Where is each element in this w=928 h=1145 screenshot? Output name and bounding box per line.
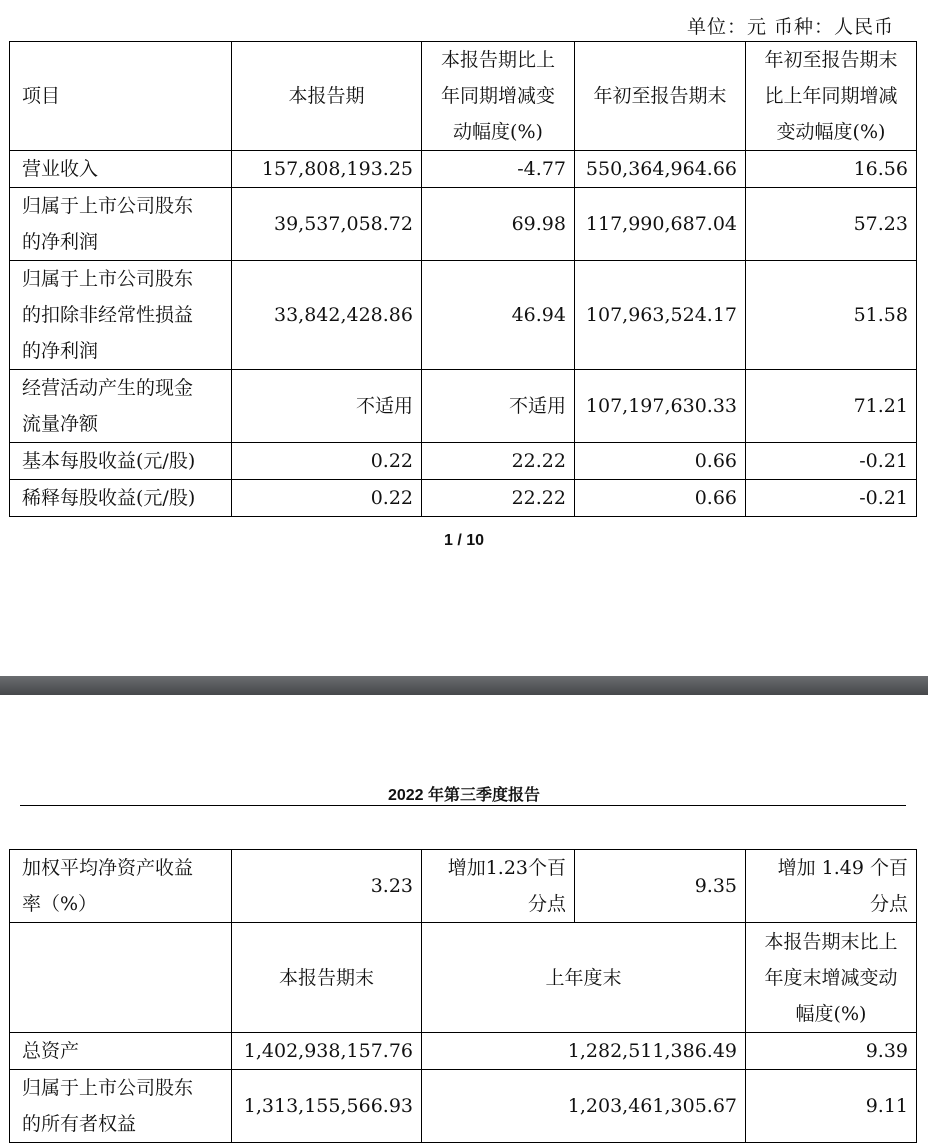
header-current-period: 本报告期 [232,42,422,151]
cell-current-period: 0.22 [232,443,422,480]
header-current-yoy-change: 本报告期比上 年同期增减变 动幅度(%) [422,42,575,151]
header-ytd-yoy-change: 年初至报告期末 比上年同期增减 变动幅度(%) [746,42,917,151]
cell-ytd: 9.35 [575,850,746,923]
header-current-period-end: 本报告期末 [232,923,422,1033]
cell-current-yoy: 46.94 [422,261,575,370]
row-label: 归属于上市公司股东 的净利润 [10,188,232,261]
table-header-row [10,923,917,1033]
unit-currency-note: 单位：元 币种：人民币 [686,16,894,38]
cell-ytd: 0.66 [575,443,746,480]
cell-change: 9.11 [746,1070,917,1143]
cell-current-period: 157,808,193.25 [232,151,422,188]
financial-data-table-bottom [9,849,917,1143]
cell-ytd: 107,963,524.17 [575,261,746,370]
row-label: 经营活动产生的现金 流量净额 [10,370,232,443]
cell-ytd: 117,990,687.04 [575,188,746,261]
table-row [10,151,917,188]
row-label: 归属于上市公司股东 的扣除非经常性损益 的净利润 [10,261,232,370]
cell-ytd-yoy: 16.56 [746,151,917,188]
cell-prior-year-end: 1,203,461,305.67 [422,1070,746,1143]
row-label: 归属于上市公司股东 的所有者权益 [10,1070,232,1143]
financial-data-table-top [9,41,917,517]
cell-prior-year-end: 1,282,511,386.49 [422,1033,746,1070]
page-number: 1 / 10 [443,532,485,549]
cell-current-change: 增加1.23个百 分点 [422,850,575,923]
cell-current-period: 3.23 [232,850,422,923]
cell-ytd-yoy: 57.23 [746,188,917,261]
cell-current-yoy: 69.98 [422,188,575,261]
table-row [10,261,917,370]
cell-ytd: 550,364,964.66 [575,151,746,188]
cell-current-period: 不适用 [232,370,422,443]
cell-change: 9.39 [746,1033,917,1070]
cell-current-period: 0.22 [232,480,422,517]
cell-current-end: 1,402,938,157.76 [232,1033,422,1070]
row-label: 总资产 [10,1033,232,1070]
cell-ytd-yoy: 71.21 [746,370,917,443]
cell-ytd: 107,197,630.33 [575,370,746,443]
table-header-row [10,42,917,151]
row-label: 营业收入 [10,151,232,188]
cell-current-yoy: 22.22 [422,480,575,517]
table-row [10,188,917,261]
cell-ytd-yoy: -0.21 [746,480,917,517]
cell-current-period: 39,537,058.72 [232,188,422,261]
row-label: 加权平均净资产收益 率（%） [10,850,232,923]
row-label: 稀释每股收益(元/股) [10,480,232,517]
document-header-title: 2022 年第三季度报告 [387,787,541,804]
cell-current-yoy: -4.77 [422,151,575,188]
header-ytd: 年初至报告期末 [575,42,746,151]
page-separator [0,676,928,695]
header-change-vs-prior-year: 本报告期末比上 年度末增减变动 幅度(%) [746,923,917,1033]
cell-current-end: 1,313,155,566.93 [232,1070,422,1143]
table-row [10,443,917,480]
header-rule [20,805,906,806]
cell-ytd: 0.66 [575,480,746,517]
cell-ytd-yoy: -0.21 [746,443,917,480]
table-row [10,480,917,517]
header-prior-year-end: 上年度末 [422,923,746,1033]
table-row [10,1070,917,1143]
header-item: 项目 [10,42,232,151]
cell-ytd-yoy: 51.58 [746,261,917,370]
row-label: 基本每股收益(元/股) [10,443,232,480]
table-row [10,370,917,443]
header-empty [10,923,232,1033]
cell-current-yoy: 不适用 [422,370,575,443]
table-row-roe [10,850,917,923]
cell-current-yoy: 22.22 [422,443,575,480]
cell-current-period: 33,842,428.86 [232,261,422,370]
cell-ytd-change: 增加 1.49 个百 分点 [746,850,917,923]
table-row [10,1033,917,1070]
